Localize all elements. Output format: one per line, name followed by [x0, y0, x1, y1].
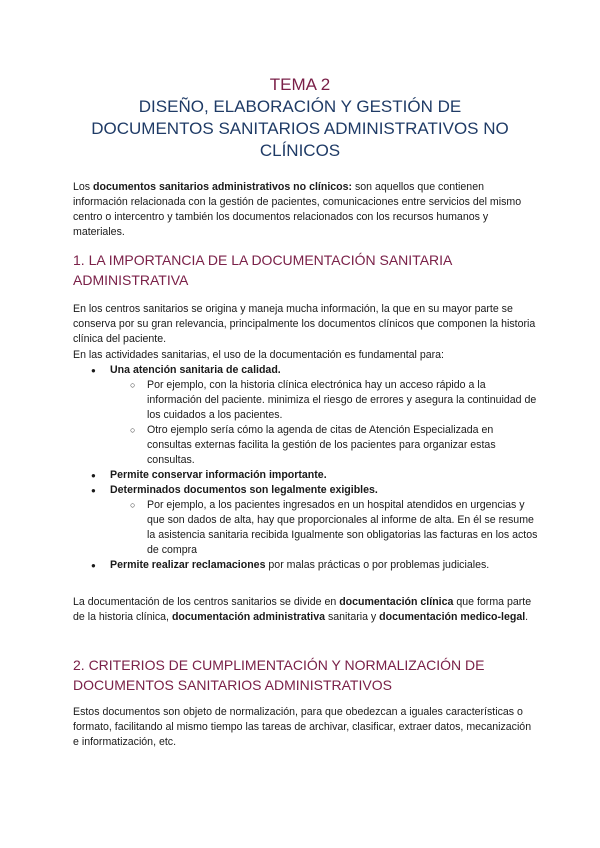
title-line-2: DOCUMENTOS SANITARIOS ADMINISTRATIVOS NO [91, 119, 509, 138]
section-1-bullet-list [73, 363, 538, 573]
list-item: ● Permite conservar información importante. [73, 468, 538, 483]
list-item: ● Una atención sanitaria de calidad. [73, 363, 538, 378]
section-1-paragraph-2: En las actividades sanitarias, el uso de la documentación es fundamental para: [73, 349, 445, 361]
section-1-heading: 1. LA IMPORTANCIA DE LA DOCUMENTACIÓN SANITARIA ADMINISTRATIVA [73, 252, 452, 288]
intro-paragraph: Los documentos sanitarios administrativos no clínicos: son aquellos que contienen información relacionada con la gestión de pacientes, comunicaciones entre servicios del mismo centro o intercentro y también los documentos relacionados con los recursos humanos y materiales. [73, 181, 522, 238]
list-item: ● Permite realizar reclamaciones por malas prácticas o por problemas judiciales. [73, 558, 538, 573]
tema-label: TEMA 2 [269, 75, 331, 94]
section-1-paragraph-3: La documentación de los centros sanitarios se divide en documentación clínica que forma parte de la historia clínica, documentación administrativa sanitaria y documentación medico-legal. [73, 596, 532, 623]
title-line-1: DISEÑO, ELABORACIÓN Y GESTIÓN DE [138, 97, 462, 116]
section-2-heading: 2. CRITERIOS DE CUMPLIMENTACIÓN Y NORMALIZACIÓN DE DOCUMENTOS SANITARIOS ADMINISTRATIVOS [73, 657, 485, 693]
section-2-paragraph-1: Estos documentos son objeto de normalización, para que obedezcan a iguales características o formato, facilitando al mismo tiempo las tareas de archivar, clasificar, extraer datos, mecanización e informatización, etc. [73, 706, 532, 748]
sub-list-item: ○ Por ejemplo, con la historia clínica electrónica hay un acceso rápido a la información del paciente. minimiza el riesgo de errores y asegura la continuidad de los cuidados a los pacientes. [73, 378, 538, 423]
sub-list-item: ○ Otro ejemplo sería cómo la agenda de citas de Atención Especializada en consultas externas facilita la gestión de los pacientes para organizar estas consultas. [73, 423, 538, 468]
sub-list-item: ○ Por ejemplo, a los pacientes ingresados en un hospital atendidos en urgencias y que son dados de alta, hay que proporcionales al informe de alta. En él se resume la asistencia sanitaria recibida Igualmente son obligatorias las facturas en los actos de compra [73, 498, 538, 558]
list-item: ● Determinados documentos son legalmente exigibles. [73, 483, 538, 498]
intro-term: documentos sanitarios administrativos no clínicos: [93, 181, 353, 193]
title-line-3: CLÍNICOS [259, 141, 341, 160]
section-1-paragraph-1: En los centros sanitarios se origina y maneja mucha información, la que en su mayor parte se conserva por su gran relevancia, principalmente los documentos clínicos que componen la historia clínica del paciente. [73, 303, 536, 345]
document-title [60, 74, 540, 162]
